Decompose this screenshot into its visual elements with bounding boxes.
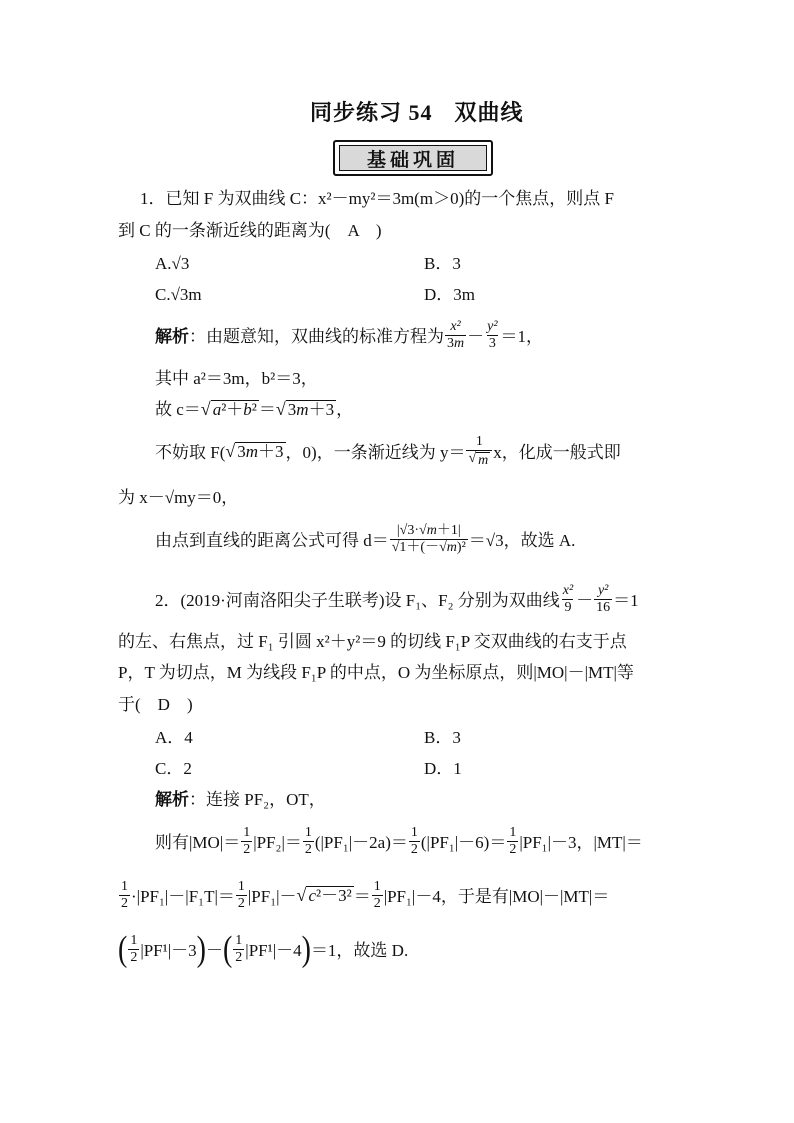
q1-solution-line1: 解析 ：由题意知，双曲线的标准方程为 $\frac{\text{x²}}{3m}$ － $\frac{\text{y²}}{3}$ ＝1，: [155, 319, 544, 352]
q1-stem-line1: 1．已知 F 为双曲线 C：x²－my²＝3m(m＞0)的一个焦点，则点 F: [140, 189, 614, 208]
q1-fraction-y2-3: $\frac{\text{y²}}{3}$: [487, 319, 498, 352]
section-banner: [333, 140, 493, 176]
q2-stem-line1: 2．(2019·河南洛阳尖子生联考)设 F₁、F₂ 分别为双曲线 $\frac{\text{x²}}{9}$ － $\frac{\text{y²}}{16}$ ＝1: [155, 583, 639, 616]
q2-solution-line3: $\frac{1}{2}$ ·|PF₁|－|F₁T|＝ $\frac{1}{2}$ |PF₁|－ √ c²－3² ＝ $\frac{1}{2}$ |PF₁|－4，于是有|MO|－|MT|＝: [121, 879, 610, 912]
q2-option-b: B．3: [424, 728, 461, 747]
q1-distance-fraction: $\frac{|√3\cdot√m+1|}{\text{√1＋(－√m)²}}$: [391, 523, 466, 556]
q2-solution-line4: ( $\frac{1}{2}$ |PF¹|－3 ) － ( $\frac{1}{2}$ |PF¹|－4 ) ＝1，故选 D.: [118, 929, 409, 970]
q1-fraction-1-sqrtm: 1 √ m: [466, 435, 492, 468]
q1-option-c: C.√3m: [155, 285, 202, 304]
q1-option-a: A.√3: [155, 254, 190, 273]
q2-stem-line2: 的左、右焦点，过 F₁ 引圆 x²＋y²＝9 的切线 F₁P 交双曲线的右支于点: [118, 632, 627, 651]
page-title: [310, 102, 524, 124]
q1-solution-line4: 不妨取 F( √ 3m＋3 ，0)，一条渐近线为 y＝ 1 √ m x，化成一般式即: [155, 434, 621, 469]
title-right: 双曲线: [454, 100, 524, 125]
q2-solution-line1: 解析 ：连接 PF₂，OT，: [155, 790, 326, 809]
section-banner-label: 基础巩固: [339, 145, 487, 171]
q1-solution-line2: 其中 a²＝3m，b²＝3，: [155, 369, 318, 388]
q2-stem-line4: 于( D ): [118, 695, 193, 714]
q2-solution-line2: 则有|MO|＝ $\frac{1}{2}$ |PF₂|＝ $\frac{1}{2}$ (|PF₁|－2a)＝ $\frac{1}{2}$ (|PF₁|－6)＝ $\frac{1}{2}$ |PF₁|－3，|MT|＝: [155, 825, 643, 858]
q1-option-d: D．3m: [424, 285, 475, 304]
q1-solution-line6: 由点到直线的距离公式可得 d＝ $\frac{|√3\cdot√m+1|}{\text{√1＋(－√m)²}}$ ＝√3，故选 A.: [155, 523, 576, 556]
q2-fraction-y2-16: $\frac{\text{y²}}{16}$: [596, 583, 611, 616]
q1-solution-line5: 为 x－√my＝0，: [118, 488, 239, 507]
q1-option-b: B．3: [424, 254, 461, 273]
q1-solution-line3: 故 c＝ √ a²＋b² ＝ √ 3m＋3 ，: [155, 399, 354, 420]
title-left: 同步练习 54: [310, 100, 433, 125]
q2-stem-line3: P，T 为切点，M 为线段 F₁P 的中点，O 为坐标原点，则|MO|－|MT|等: [118, 663, 634, 682]
q2-option-c: C．2: [155, 759, 192, 778]
q2-option-d: D．1: [424, 759, 462, 778]
q2-option-a: A．4: [155, 728, 193, 747]
q1-stem-line2: 到 C 的一条渐近线的距离为( A ): [118, 221, 382, 240]
q1-solution-label: 解析: [155, 326, 189, 346]
q2-fraction-x2-9: $\frac{\text{x²}}{9}$: [562, 583, 574, 616]
q1-fraction-x2-3m: $\frac{\text{x²}}{3m}$: [447, 319, 465, 352]
q2-solution-label: 解析: [155, 790, 189, 809]
